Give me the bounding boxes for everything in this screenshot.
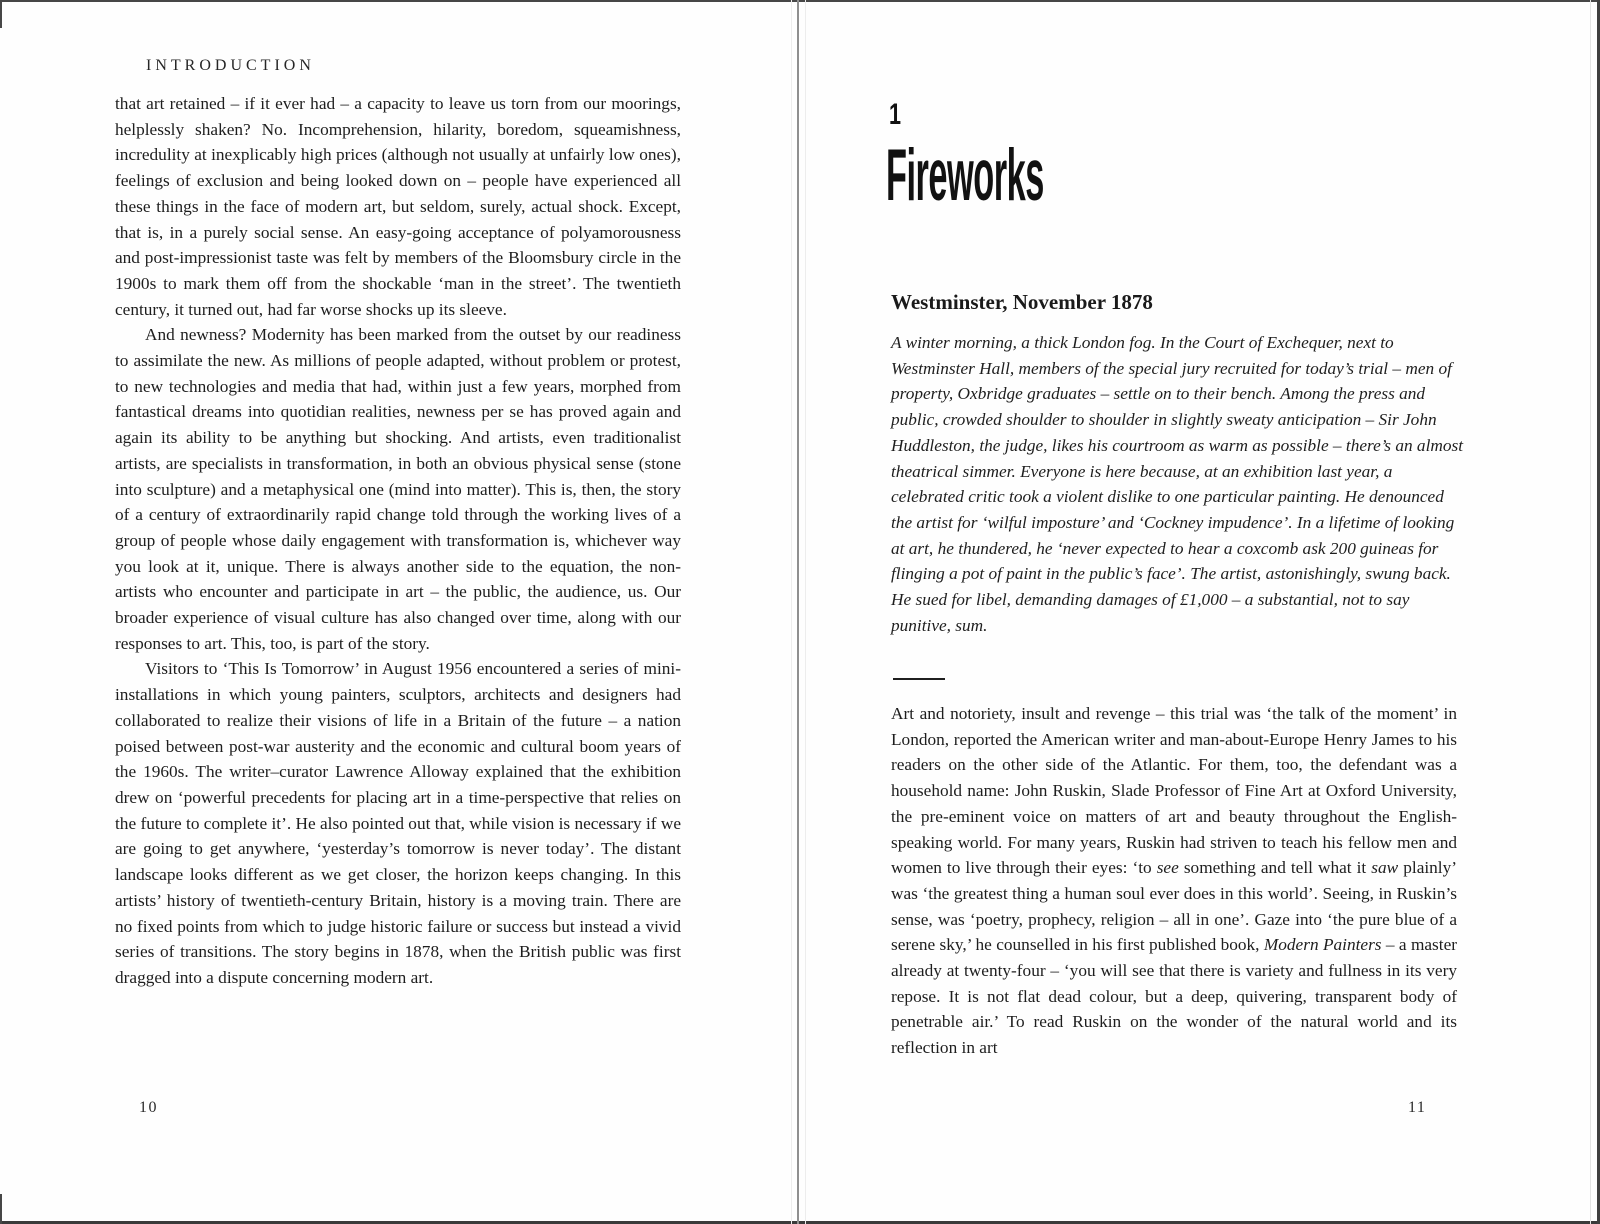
page-number-right: 11 [1408, 1099, 1427, 1116]
section-heading: Westminster, November 1878 [891, 290, 1153, 314]
gutter-shadow-right [805, 0, 806, 1224]
page-gutter-divider [797, 0, 799, 1224]
body-paragraph: that art retained – if it ever had – a capacity to leave us torn from our moorings, helplessly shaken? No. Incomprehension, hilarity, boredom, squeamishness, incredulity at inexplicably high prices (although not usually at unfairly low ones), feelings of exclusion and being looked down on – people have experienced all these things in the face of modern art, but seldom, surely, actual shock. Except, that is, in a purely social sense. An easy-going acceptance of polyamorousness and post-impressionist taste was felt by members of the Bloomsbury circle in the 1900s to mark them off from the shockable ‘man in the street’. The twentieth century, it turned out, had far worse shocks up its sleeve. [115, 94, 681, 319]
right-edge-shadow [1590, 0, 1591, 1224]
scene-setting-paragraph: A winter morning, a thick London fog. In the Court of Exchequer, next to Westminster Hall, members of the special jury recruited for today’s trial – men of property, Oxbridge graduates – settle on to their bench. Among the press and public, crowded shoulder to shoulder in slightly sweaty anticipation – Sir John Huddleston, the judge, likes his courtroom as warm as possible – there’s an almost theatrical simmer. Everyone is here because, at an exhibition last year, a celebrated critic took a violent dislike to one particular painting. He denounced the artist for ‘wilful imposture’ and ‘Cockney impudence’. In a lifetime of looking at art, he thundered, he ‘never expected to hear a coxcomb ask 200 guineas for flinging a pot of paint in the public’s face’. The artist, astonishingly, swung back. He sued for libel, demanding damages of £1,000 – a substantial, not to say punitive, sum. [891, 333, 1464, 635]
chapter-number: 1 [889, 98, 902, 131]
running-head: INTRODUCTION [146, 57, 315, 74]
chapter-title: Fireworks [886, 135, 1044, 216]
gutter-shadow-left [791, 0, 792, 1224]
left-edge-tick-top [0, 0, 2, 28]
body-paragraph: Visitors to ‘This Is Tomorrow’ in August 1956 encountered a series of mini-installations in which young painters, sculptors, architects and designers had collaborated to realize their visions of life in a Britain of the future – a nation poised between post-war austerity and the economic and cultural boom years of the 1960s. The writer–curator Lawrence Alloway explained that the exhibition drew on ‘powerful precedents for placing art in a time-perspective that relies on the future to complete it’. He also pointed out that, while vision is necessary if we are going to get anywhere, ‘yesterday’s tomorrow is never today’. The distant landscape looks different as we get closer, the horizon keeps changing. In this artists’ history of twentieth-century Britain, history is a moving train. There are no fixed points from which to judge historic failure or success but instead a vivid series of transitions. The story begins in 1878, when the British public was first dragged into a dispute concerning modern art. [115, 659, 681, 987]
left-edge-tick-bottom [0, 1194, 2, 1224]
body-paragraph: And newness? Modernity has been marked from the outset by our readiness to assimilate the new. As millions of people adapted, without problem or protest, to new technologies and media that had, within just a few years, morphed from fantastical dreams into quotidian realities, newness per se has proved again and again its ability to be anything but shocking. And artists, even traditionalist artists, are specialists in transformation, in both an obvious physical sense (stone into sculpture) and a metaphysical one (mind into matter). This is, then, the story of a century of extraordinarily rapid change told through the working lives of a group of people whose daily engagement with transformation is, whichever way you look at it, unique. There is always another side to the equation, the non-artists who encounter and participate in art – the public, the audience, us. Our broader experience of visual culture has also changed over time, along with our responses to art. This, too, is part of the story. [115, 325, 681, 653]
left-page-text-column [115, 91, 681, 991]
section-divider-rule [893, 678, 945, 680]
top-edge-rule [0, 0, 1600, 2]
body-paragraph: Art and notoriety, insult and revenge – this trial was ‘the talk of the moment’ in London, reported the American writer and man-about-Europe Henry James to his readers on the other side of the Atlantic. For them, too, the defendant was a household name: John Ruskin, Slade Professor of Fine Art at Oxford University, the pre-eminent voice on matters of art and beauty throughout the English-speaking world. For many years, Ruskin had striven to teach his fellow men and women to live through their eyes: ‘to see something and tell what it saw plainly’ was ‘the greatest thing a human soul ever does in this world’. Seeing, in Ruskin’s sense, was ‘poetry, prophecy, religion – all in one’. Gaze into ‘the pure blue of a serene sky,’ he counselled in his first published book, Modern Painters – a master already at twenty-four – ‘you will see that there is variety and fullness in its very repose. It is not flat dead colour, but a deep, quivering, transparent body of penetrable air.’ To read Ruskin on the wonder of the natural world and its reflection in art [891, 704, 1458, 1058]
page-number-left: 10 [139, 1099, 158, 1116]
